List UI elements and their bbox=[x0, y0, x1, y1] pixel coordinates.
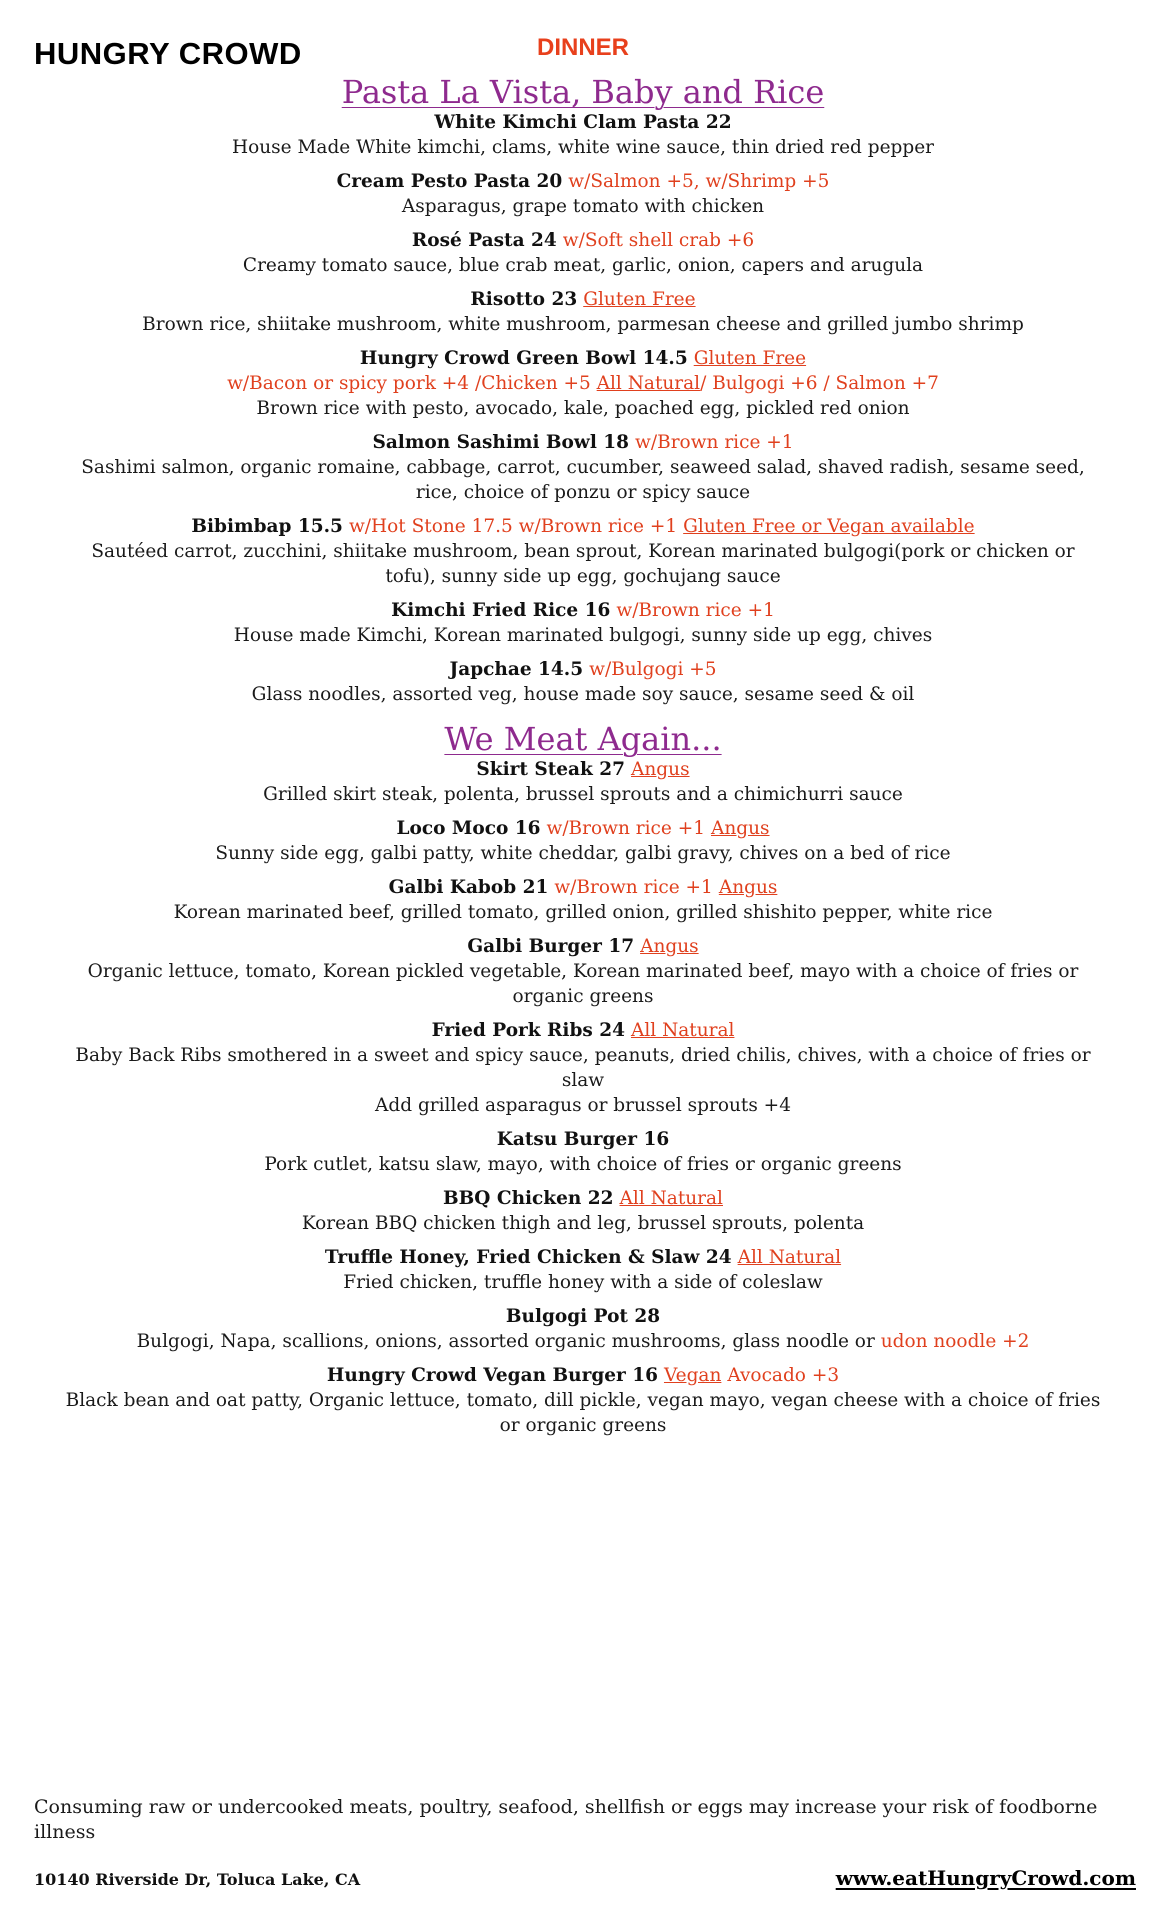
dietary-tag: Angus bbox=[710, 818, 770, 839]
menu-item-description bbox=[40, 253, 1126, 278]
menu-body bbox=[40, 74, 1126, 1452]
menu-item-name: White Kimchi Clam Pasta 22 bbox=[434, 112, 732, 133]
description-text: Glass noodles, assorted veg, house made soy sauce, sesame seed & oil bbox=[251, 684, 915, 705]
description-text: Fried chicken, truffle honey with a side of coleslaw bbox=[343, 1272, 823, 1293]
menu-item-description bbox=[40, 959, 1126, 984]
menu-item-description bbox=[40, 682, 1126, 707]
menu-item bbox=[40, 110, 1126, 160]
menu-item-header bbox=[40, 346, 1126, 371]
description-text: Brown rice with pesto, avocado, kale, poached egg, pickled red onion bbox=[256, 398, 910, 419]
dietary-tag: Angus bbox=[718, 877, 778, 898]
add-on-option: w/Bacon or spicy pork +4 /Chicken +5 bbox=[227, 373, 597, 394]
menu-item-header bbox=[40, 110, 1126, 135]
menu-item-header bbox=[40, 1018, 1126, 1043]
menu-item-header bbox=[40, 875, 1126, 900]
add-on-option: w/Brown rice +1 bbox=[554, 877, 713, 898]
dietary-tag: Angus bbox=[631, 759, 690, 780]
add-on-option: w/Bulgogi +5 bbox=[589, 659, 717, 680]
menu-item bbox=[40, 1186, 1126, 1236]
brand-name: HUNGRY CROWD bbox=[34, 36, 302, 71]
description-text: House made Kimchi, Korean marinated bulgogi, sunny side up egg, chives bbox=[233, 625, 933, 646]
add-on-option: Avocado +3 bbox=[727, 1365, 840, 1386]
menu-item-header bbox=[40, 1186, 1126, 1211]
menu-item-header bbox=[40, 228, 1126, 253]
description-text: Bulgogi, Napa, scallions, onions, assorted organic mushrooms, glass noodle or bbox=[136, 1331, 881, 1352]
description-text: House Made White kimchi, clams, white wine sauce, thin dried red pepper bbox=[231, 137, 935, 158]
menu-item-header bbox=[40, 514, 1126, 539]
menu-item bbox=[40, 1304, 1126, 1354]
menu-section bbox=[40, 74, 1126, 707]
menu-item-description bbox=[40, 480, 1126, 505]
menu-item-description bbox=[40, 623, 1126, 648]
menu-item bbox=[40, 346, 1126, 421]
description-text: rice, choice of ponzu or spicy sauce bbox=[415, 482, 751, 503]
menu-item bbox=[40, 169, 1126, 219]
add-on-option: udon noodle +2 bbox=[880, 1331, 1030, 1352]
description-text: Creamy tomato sauce, blue crab meat, garlic, onion, capers and arugula bbox=[242, 255, 924, 276]
menu-item-header bbox=[40, 287, 1126, 312]
menu-item-description bbox=[40, 539, 1126, 564]
menu-item-description bbox=[40, 1043, 1126, 1068]
menu-item-name: Loco Moco 16 bbox=[396, 818, 541, 839]
menu-item-description bbox=[40, 135, 1126, 160]
dietary-tag: Vegan bbox=[663, 1365, 722, 1386]
dietary-tag: Gluten Free bbox=[693, 348, 807, 369]
menu-item-description bbox=[40, 900, 1126, 925]
menu-item-name: Fried Pork Ribs 24 bbox=[431, 1020, 625, 1041]
menu-item-header bbox=[40, 1304, 1126, 1329]
dietary-tag: Angus bbox=[640, 936, 699, 957]
menu-item bbox=[40, 598, 1126, 648]
menu-item-name: Galbi Burger 17 bbox=[467, 936, 635, 957]
menu-item-description bbox=[40, 564, 1126, 589]
menu-item-name: Rosé Pasta 24 bbox=[411, 230, 557, 251]
menu-item-description bbox=[40, 1329, 1126, 1354]
add-on-option: w/Soft shell crab +6 bbox=[562, 230, 755, 251]
add-on-option: w/Hot Stone 17.5 w/Brown rice +1 bbox=[348, 516, 678, 537]
menu-item-name: Risotto 23 bbox=[470, 289, 578, 310]
add-on-option: w/Brown rice +1 bbox=[546, 818, 705, 839]
menu-item-name: Japchae 14.5 bbox=[449, 659, 584, 680]
allergy-disclaimer: Consuming raw or undercooked meats, poultry, seafood, shellfish or eggs may increase your risk of foodborne illness bbox=[34, 1796, 1098, 1843]
menu-item-name: Salmon Sashimi Bowl 18 bbox=[372, 432, 630, 453]
dietary-tag: All Natural bbox=[631, 1020, 735, 1041]
menu-item-header bbox=[40, 934, 1126, 959]
restaurant-address: 10140 Riverside Dr, Toluca Lake, CA bbox=[34, 1870, 361, 1889]
menu-item-header bbox=[40, 1245, 1126, 1270]
menu-item-header bbox=[40, 1127, 1126, 1152]
description-text: tofu), sunny side up egg, gochujang sauce bbox=[385, 566, 781, 587]
dietary-tag: Gluten Free or Vegan available bbox=[683, 516, 975, 537]
menu-item bbox=[40, 816, 1126, 866]
menu-item-description bbox=[40, 455, 1126, 480]
description-text: organic greens bbox=[512, 986, 654, 1007]
description-text: slaw bbox=[561, 1070, 605, 1091]
menu-item-header bbox=[40, 598, 1126, 623]
description-text: Sunny side egg, galbi patty, white cheddar, galbi gravy, chives on a bed of rice bbox=[215, 843, 951, 864]
description-text: Black bean and oat patty, Organic lettuce, tomato, dill pickle, vegan mayo, vegan cheese with a choice of fries bbox=[65, 1390, 1101, 1411]
menu-item bbox=[40, 757, 1126, 807]
menu-item-name: BBQ Chicken 22 bbox=[443, 1188, 614, 1209]
menu-item bbox=[40, 1018, 1126, 1118]
menu-item-header bbox=[40, 757, 1126, 782]
description-text: or organic greens bbox=[499, 1415, 667, 1436]
menu-item-description bbox=[40, 984, 1126, 1009]
menu-item-name: Hungry Crowd Green Bowl 14.5 bbox=[359, 348, 688, 369]
menu-item-description bbox=[40, 1093, 1126, 1118]
menu-item-description bbox=[40, 1388, 1126, 1413]
description-text: Organic lettuce, tomato, Korean pickled vegetable, Korean marinated beef, mayo with a choice of fries or bbox=[87, 961, 1079, 982]
menu-item-header bbox=[40, 430, 1126, 455]
description-text: Sashimi salmon, organic romaine, cabbage, carrot, cucumber, seaweed salad, shaved radish, sesame seed, bbox=[81, 457, 1085, 478]
menu-item-name: Bulgogi Pot 28 bbox=[505, 1306, 661, 1327]
description-text: Brown rice, shiitake mushroom, white mushroom, parmesan cheese and grilled jumbo shrimp bbox=[142, 314, 1024, 335]
website-link[interactable]: www.eatHungryCrowd.com bbox=[835, 1866, 1136, 1890]
menu-item-header bbox=[40, 169, 1126, 194]
menu-item-name: Hungry Crowd Vegan Burger 16 bbox=[326, 1365, 658, 1386]
menu-item-name: Katsu Burger 16 bbox=[496, 1129, 670, 1150]
menu-item bbox=[40, 934, 1126, 1009]
menu-item-description bbox=[40, 1413, 1126, 1438]
menu-item-name: Skirt Steak 27 bbox=[476, 759, 626, 780]
menu-item-description bbox=[40, 782, 1126, 807]
description-text: Asparagus, grape tomato with chicken bbox=[401, 196, 765, 217]
description-text: Grilled skirt steak, polenta, brussel sprouts and a chimichurri sauce bbox=[263, 784, 903, 805]
menu-item-description bbox=[40, 1270, 1126, 1295]
menu-item-description bbox=[40, 396, 1126, 421]
menu-item-description bbox=[40, 1211, 1126, 1236]
dietary-tag: All Natural bbox=[619, 1188, 723, 1209]
add-on-option: / Bulgogi +6 / Salmon +7 bbox=[700, 373, 939, 394]
menu-item-description bbox=[40, 312, 1126, 337]
menu-item-header bbox=[40, 816, 1126, 841]
menu-item-name: Truffle Honey, Fried Chicken & Slaw 24 bbox=[324, 1247, 732, 1268]
dietary-tag: All Natural bbox=[737, 1247, 842, 1268]
menu-item bbox=[40, 875, 1126, 925]
menu-item bbox=[40, 1363, 1126, 1438]
menu-item-header bbox=[40, 657, 1126, 682]
dietary-tag: Gluten Free bbox=[583, 289, 696, 310]
menu-item bbox=[40, 430, 1126, 505]
description-text: Add grilled asparagus or brussel sprouts +4 bbox=[375, 1095, 791, 1116]
menu-item bbox=[40, 657, 1126, 707]
description-text: Pork cutlet, katsu slaw, mayo, with choice of fries or organic greens bbox=[264, 1154, 902, 1175]
menu-item-header bbox=[40, 1363, 1126, 1388]
menu-item-name: Galbi Kabob 21 bbox=[388, 877, 549, 898]
menu-item bbox=[40, 1245, 1126, 1295]
menu-item-description bbox=[40, 1068, 1126, 1093]
menu-item bbox=[40, 1127, 1126, 1177]
menu-item bbox=[40, 228, 1126, 278]
add-on-option: w/Brown rice +1 bbox=[616, 600, 775, 621]
meal-title: DINNER bbox=[536, 34, 629, 61]
menu-item bbox=[40, 514, 1126, 589]
menu-item-name: Kimchi Fried Rice 16 bbox=[391, 600, 611, 621]
menu-section bbox=[40, 721, 1126, 1438]
add-on-line bbox=[40, 371, 1126, 396]
add-on-option: w/Salmon +5, w/Shrimp +5 bbox=[568, 171, 830, 192]
description-text: Korean BBQ chicken thigh and leg, brussel sprouts, polenta bbox=[301, 1213, 865, 1234]
description-text: Korean marinated beef, grilled tomato, grilled onion, grilled shishito pepper, white rice bbox=[173, 902, 993, 923]
description-text: Sautéed carrot, zucchini, shiitake mushroom, bean sprout, Korean marinated bulgogi(pork or chicken or bbox=[91, 541, 1075, 562]
menu-item bbox=[40, 287, 1126, 337]
description-text: Baby Back Ribs smothered in a sweet and spicy sauce, peanuts, dried chilis, chives, with a choice of fries or bbox=[75, 1045, 1091, 1066]
menu-item-name: Bibimbap 15.5 bbox=[191, 516, 343, 537]
menu-item-description bbox=[40, 841, 1126, 866]
menu-item-description bbox=[40, 194, 1126, 219]
section-title: We Meat Again... bbox=[444, 720, 722, 758]
add-on-option: w/Brown rice +1 bbox=[635, 432, 794, 453]
menu-item-name: Cream Pesto Pasta 20 bbox=[336, 171, 563, 192]
dietary-tag: All Natural bbox=[596, 373, 701, 394]
section-title: Pasta La Vista, Baby and Rice bbox=[341, 73, 825, 111]
menu-item-description bbox=[40, 1152, 1126, 1177]
